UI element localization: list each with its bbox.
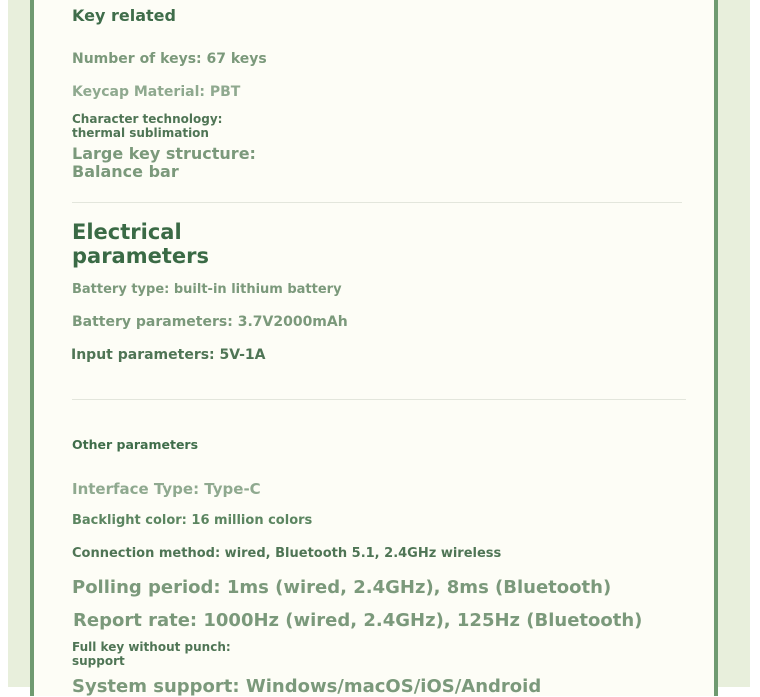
- keycap-material: Keycap Material: PBT: [72, 84, 241, 100]
- character-technology-label: Character technology:: [72, 112, 223, 126]
- battery-type: Battery type: built-in lithium battery: [72, 282, 342, 297]
- electrical-title-line1: Electrical: [72, 220, 182, 244]
- input-parameters: Input parameters: 5V-1A: [71, 347, 266, 363]
- system-support: System support: Windows/macOS/iOS/Android: [72, 676, 542, 697]
- full-key-value: support: [72, 654, 125, 668]
- section-title-electrical: [72, 220, 209, 268]
- section-divider: [72, 202, 682, 203]
- number-of-keys: Number of keys: 67 keys: [72, 51, 267, 67]
- interface-type: Interface Type: Type-C: [72, 480, 261, 498]
- connection-method: Connection method: wired, Bluetooth 5.1, 2.4GHz wireless: [72, 546, 502, 561]
- large-key-structure-value: Balance bar: [72, 162, 179, 181]
- section-title-other: Other parameters: [72, 437, 199, 452]
- section-title-key-related: Key related: [72, 6, 176, 25]
- large-key-structure-label: Large key structure:: [72, 144, 256, 163]
- electrical-title-line2: parameters: [72, 244, 209, 268]
- full-key-label: Full key without punch:: [72, 640, 231, 654]
- battery-parameters: Battery parameters: 3.7V2000mAh: [72, 314, 348, 330]
- backlight-color: Backlight color: 16 million colors: [72, 513, 313, 528]
- character-technology-value: thermal sublimation: [72, 126, 209, 140]
- report-rate: Report rate: 1000Hz (wired, 2.4GHz), 125Hz (Bluetooth): [73, 610, 643, 631]
- polling-period: Polling period: 1ms (wired, 2.4GHz), 8ms (Bluetooth): [72, 577, 612, 598]
- section-divider: [72, 399, 686, 400]
